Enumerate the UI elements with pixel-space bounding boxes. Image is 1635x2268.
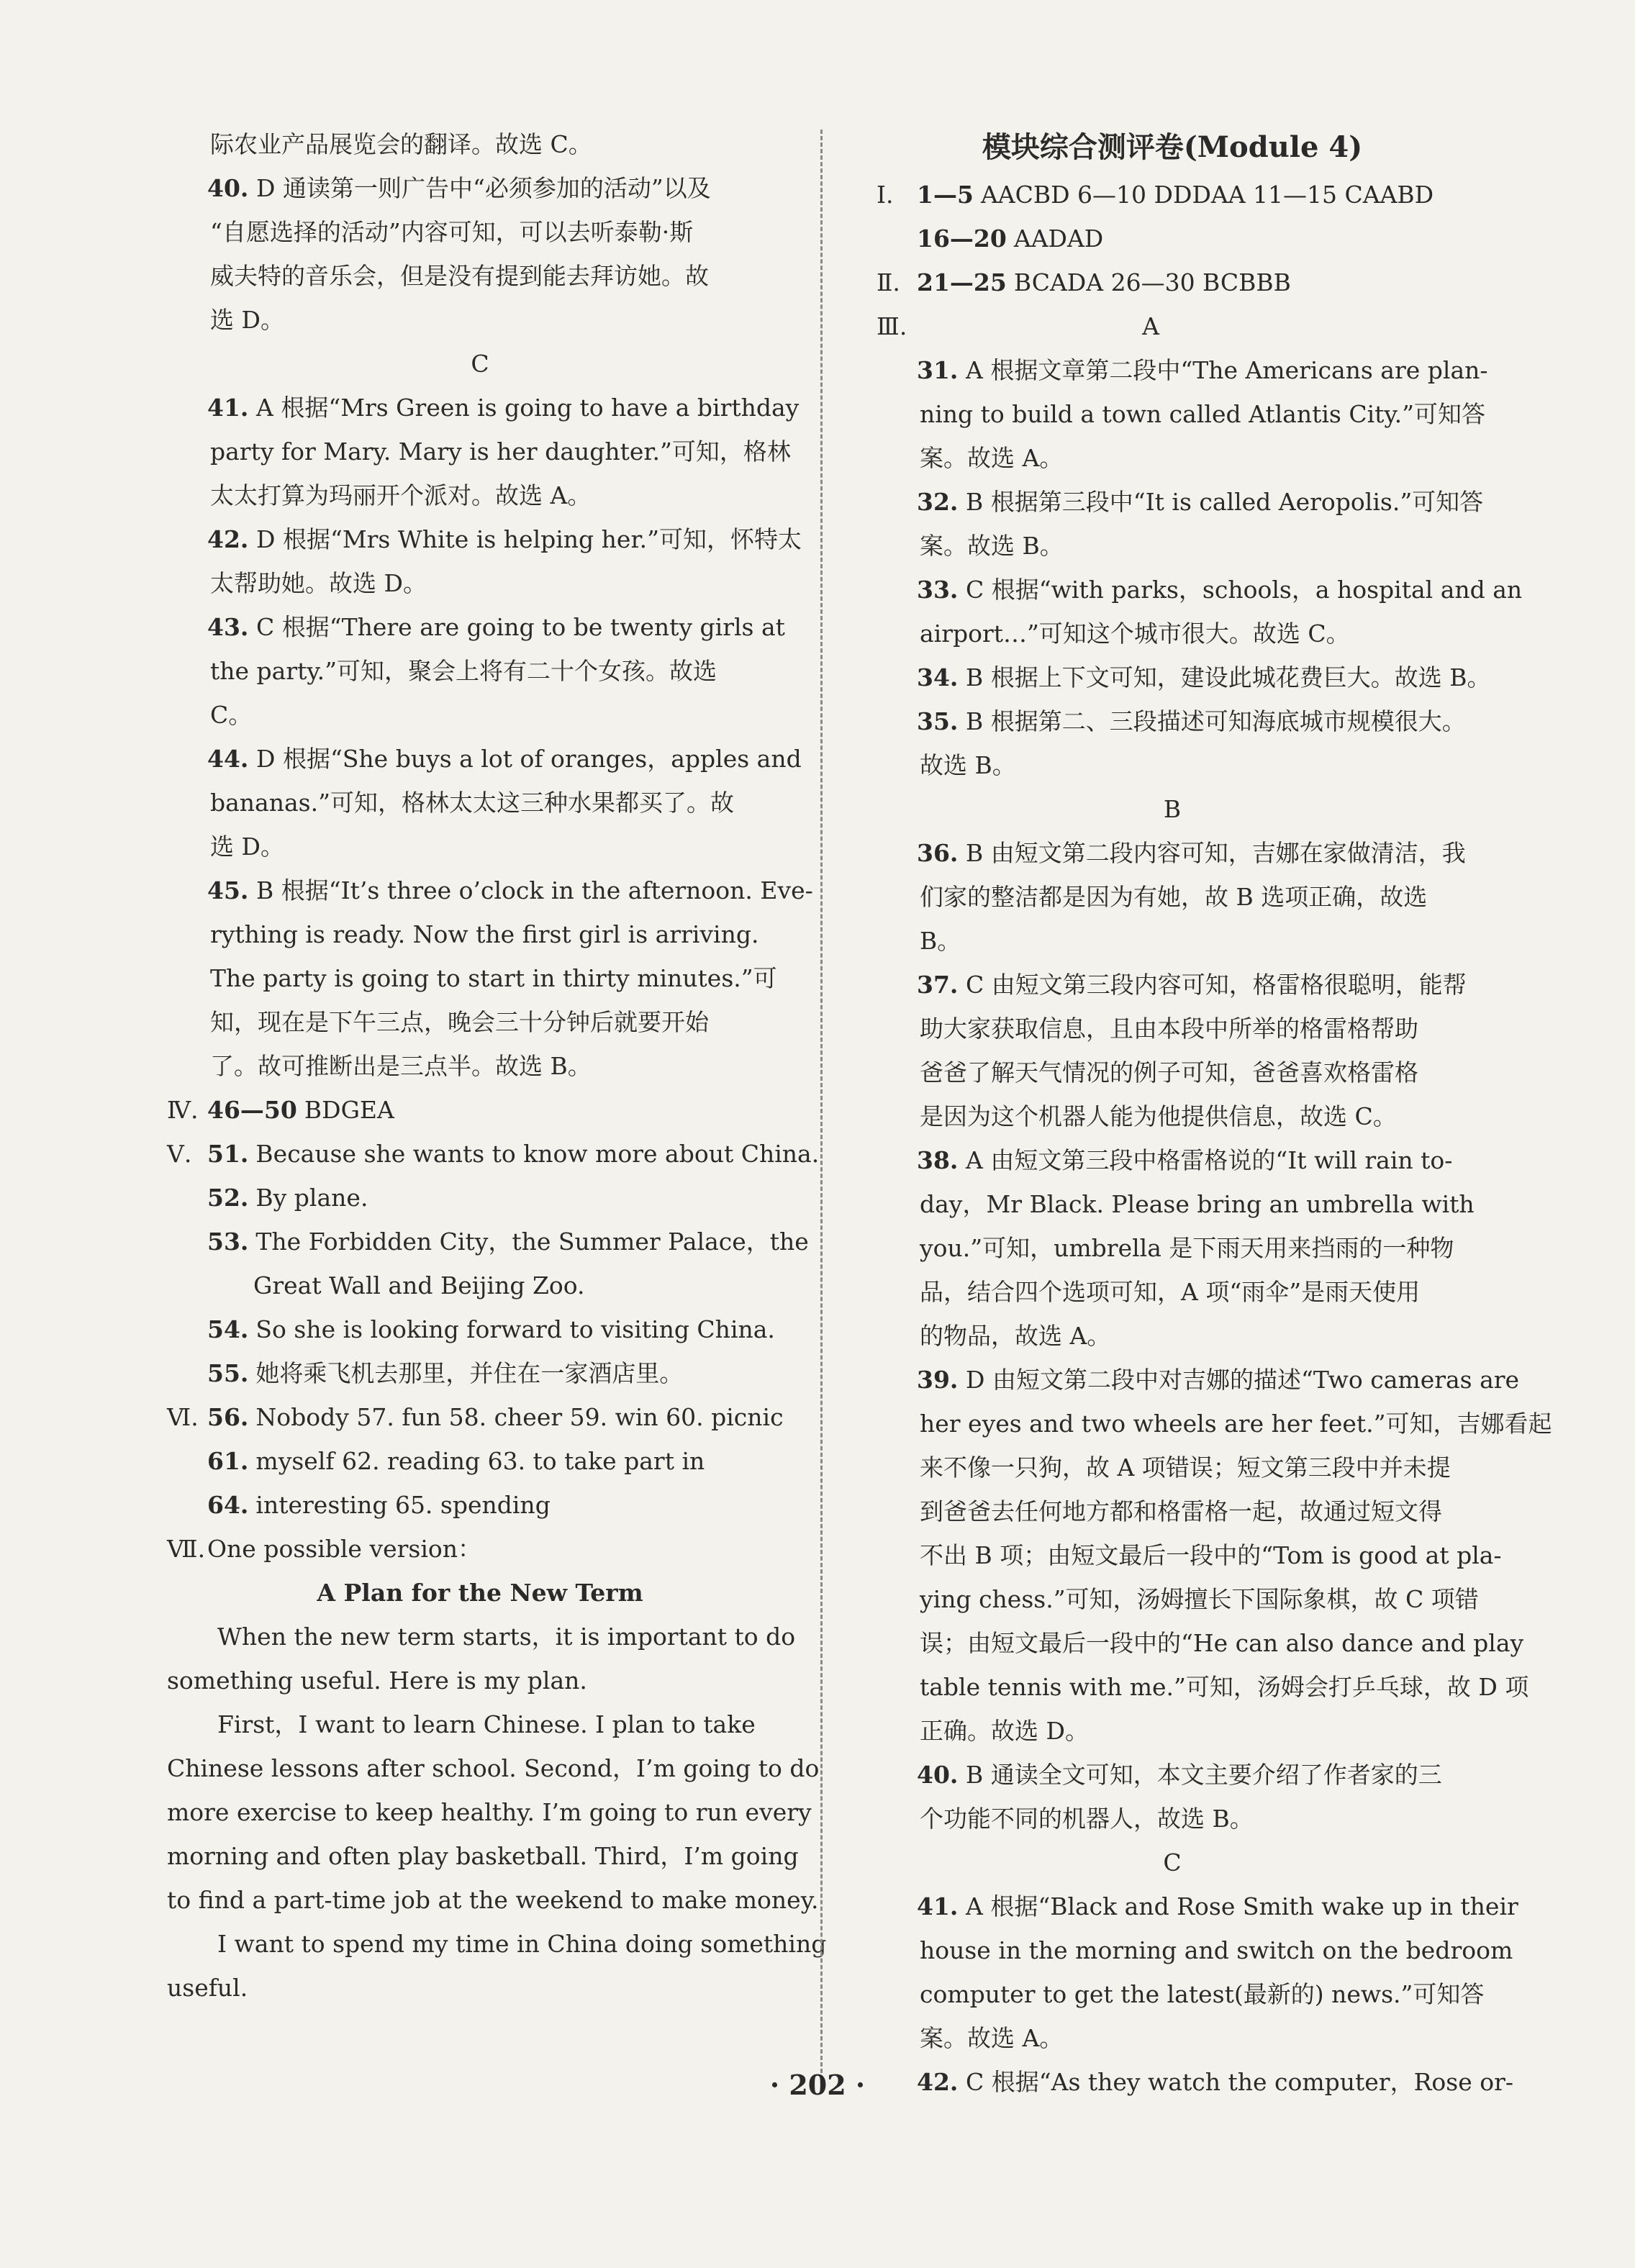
text-line bbox=[167, 1044, 793, 1088]
line-text: myself 62. reading 63. to take part in bbox=[255, 1447, 705, 1475]
line-text: 她将乘飞机去那里，并住在一家酒店里。 bbox=[255, 1359, 684, 1387]
line-text: B 根据“It’s three o’clock in the afternoon. Eve- bbox=[256, 876, 813, 904]
line-text: ning to build a town called Atlantis City.”可知答 bbox=[920, 400, 1486, 428]
line-text: 了。故可推断出是三点半。故选 B。 bbox=[210, 1052, 592, 1080]
text-line bbox=[877, 1665, 1529, 1709]
question-number: 34. bbox=[917, 663, 959, 691]
line-text: 个功能不同的机器人，故选 B。 bbox=[920, 1805, 1254, 1833]
text-line bbox=[877, 2016, 1468, 2060]
line-text: So she is looking forward to visiting China. bbox=[255, 1315, 775, 1343]
text-line bbox=[877, 1533, 1502, 1577]
text-line bbox=[877, 1182, 1475, 1226]
line-text: 是因为这个机器人能为他提供信息，故选 C。 bbox=[920, 1102, 1397, 1130]
text-line bbox=[167, 473, 793, 517]
line-text: C bbox=[1163, 1849, 1182, 1877]
text-line bbox=[167, 342, 793, 386]
text-line bbox=[877, 831, 1468, 875]
line-text: 到爸爸去任何地方都和格雷格一起，故通过短文得 bbox=[920, 1497, 1442, 1525]
question-number: 42. bbox=[917, 2068, 959, 2096]
line-text: AADAD bbox=[1013, 224, 1104, 253]
text-line bbox=[877, 1446, 1468, 1489]
line-text: 案。故选 A。 bbox=[920, 444, 1064, 472]
section-numeral: Ⅶ. bbox=[167, 1535, 206, 1563]
text-line bbox=[167, 605, 793, 649]
line-text: A 根据文章第二段中“The Americans are plan- bbox=[966, 356, 1488, 384]
line-text: B bbox=[1163, 795, 1182, 823]
line-text: Great Wall and Beijing Zoo. bbox=[253, 1271, 585, 1299]
text-line bbox=[167, 1176, 793, 1220]
section-numeral: Ⅱ. bbox=[877, 268, 900, 296]
text-line bbox=[877, 1841, 1468, 1884]
line-text: 正确。故选 D。 bbox=[920, 1717, 1089, 1745]
line-text: C 根据“There are going to be twenty girls at bbox=[256, 613, 785, 641]
line-text: computer to get the latest(最新的) news.”可知答 bbox=[920, 1980, 1485, 2008]
text-line bbox=[167, 1615, 796, 1659]
line-text: morning and often play basketball. Third，I’m going bbox=[167, 1842, 799, 1870]
question-number: 40. bbox=[207, 174, 249, 202]
line-text: B 根据上下文可知，建设此城花费巨大。故选 B。 bbox=[966, 663, 1491, 691]
line-text: “自愿选择的活动”内容可知，可以去听泰勒·斯 bbox=[210, 218, 694, 246]
line-text: more exercise to keep healthy. I’m going to run every bbox=[167, 1798, 812, 1826]
line-text: Nobody 57. fun 58. cheer 59. win 60. picnic bbox=[255, 1403, 784, 1431]
line-text: The Forbidden City，the Summer Palace，the bbox=[255, 1228, 809, 1256]
line-text: Because she wants to know more about China. bbox=[255, 1140, 820, 1168]
text-line bbox=[167, 1000, 793, 1044]
text-line bbox=[877, 1972, 1485, 2016]
text-line bbox=[877, 919, 1468, 963]
question-number: 46—50 bbox=[207, 1096, 297, 1124]
question-number: 42. bbox=[207, 525, 249, 553]
text-line bbox=[167, 1395, 793, 1439]
line-text: BDGEA bbox=[304, 1096, 394, 1124]
text-line bbox=[877, 1314, 1468, 1358]
line-text: ying chess.”可知，汤姆擅长下国际象棋，故 C 项错 bbox=[920, 1585, 1479, 1613]
question-number: 39. bbox=[917, 1366, 959, 1394]
line-text: B。 bbox=[920, 927, 961, 955]
text-line bbox=[167, 1307, 793, 1351]
line-text: A 由短文第三段中格雷格说的“It will rain to- bbox=[966, 1146, 1453, 1174]
line-text: 们家的整洁都是因为有她，故 B 选项正确，故选 bbox=[920, 883, 1428, 911]
question-number: 1—5 bbox=[917, 181, 974, 209]
text-line bbox=[877, 1489, 1468, 1533]
line-text: rything is ready. Now the first girl is arriving. bbox=[210, 920, 759, 948]
text-line bbox=[877, 743, 1468, 787]
text-line bbox=[877, 1138, 1468, 1182]
page-number: · 202 · bbox=[769, 2069, 866, 2101]
text-line bbox=[877, 217, 1468, 260]
line-text: 故选 B。 bbox=[920, 751, 1016, 779]
line-text: The party is going to start in thirty minutes.”可 bbox=[210, 964, 777, 992]
text-line bbox=[167, 254, 793, 298]
question-number: 16—20 bbox=[917, 224, 1007, 253]
question-number: 45. bbox=[207, 876, 249, 904]
text-line bbox=[167, 912, 793, 956]
text-line bbox=[877, 612, 1468, 656]
line-text: First，I want to learn Chinese. I plan to take bbox=[217, 1710, 756, 1738]
text-line bbox=[877, 963, 1468, 1007]
question-number: 41. bbox=[917, 1892, 959, 1920]
right-column bbox=[877, 122, 1552, 2104]
text-line bbox=[167, 1878, 819, 1922]
text-line bbox=[167, 1834, 799, 1878]
text-line bbox=[167, 386, 800, 430]
text-line bbox=[167, 210, 793, 254]
line-text: 太太打算为玛丽开个派对。故选 A。 bbox=[210, 481, 592, 509]
text-line bbox=[167, 1790, 812, 1834]
line-text: airport…”可知这个城市很大。故选 C。 bbox=[920, 620, 1350, 648]
text-line bbox=[167, 1702, 793, 1746]
line-text: 太帮助她。故选 D。 bbox=[210, 569, 427, 597]
line-text: 来不像一只狗，故 A 项错误；短文第三段中并未提 bbox=[920, 1453, 1451, 1482]
line-text: 案。故选 A。 bbox=[920, 2024, 1064, 2052]
text-line bbox=[167, 1483, 793, 1527]
line-text: A 根据“Mrs Green is going to have a birthday bbox=[256, 394, 800, 422]
text-line bbox=[167, 561, 793, 605]
question-number: 36. bbox=[917, 839, 959, 867]
section-numeral: Ⅰ. bbox=[877, 181, 894, 209]
question-number: 33. bbox=[917, 576, 959, 604]
text-line bbox=[877, 392, 1486, 436]
line-text: to find a part-time job at the weekend to make money. bbox=[167, 1886, 819, 1914]
line-text: 案。故选 B。 bbox=[920, 532, 1064, 560]
line-text: I want to spend my time in China doing something bbox=[217, 1930, 827, 1958]
line-text: One possible version： bbox=[207, 1535, 481, 1563]
text-line bbox=[877, 524, 1468, 568]
question-number: 32. bbox=[917, 488, 959, 516]
line-text: A 根据“Black and Rose Smith wake up in their bbox=[966, 1892, 1518, 1920]
line-text: 选 D。 bbox=[210, 833, 284, 861]
line-text: 选 D。 bbox=[210, 306, 284, 334]
line-text: D 由短文第二段中对吉娜的描述“Two cameras are bbox=[966, 1366, 1520, 1394]
line-text: BCADA 26—30 BCBBB bbox=[1013, 268, 1291, 296]
line-text: the party.”可知，聚会上将有二十个女孩。故选 bbox=[210, 657, 717, 685]
line-text: B 根据第二、三段描述可知海底城市规模很大。 bbox=[966, 707, 1466, 735]
line-text: A bbox=[1142, 312, 1159, 340]
line-text: house in the morning and switch on the bedroom bbox=[920, 1936, 1513, 1964]
line-text: 品，结合四个选项可知，A 项“雨伞”是雨天使用 bbox=[920, 1278, 1421, 1306]
question-number: 54. bbox=[207, 1315, 249, 1343]
text-line bbox=[877, 787, 1468, 831]
text-line bbox=[877, 656, 1491, 699]
question-number: 41. bbox=[207, 394, 249, 422]
text-line bbox=[877, 1094, 1468, 1138]
text-line bbox=[167, 1922, 827, 1966]
line-text: B 根据第三段中“It is called Aeropolis.”可知答 bbox=[966, 488, 1484, 516]
line-text: 助大家获取信息，且由本段中所举的格雷格帮助 bbox=[920, 1015, 1418, 1043]
text-line bbox=[877, 1226, 1468, 1270]
text-line bbox=[167, 1659, 793, 1702]
line-text: interesting 65. spending bbox=[255, 1491, 551, 1519]
line-text: C 由短文第三段内容可知，格雷格很聪明，能帮 bbox=[966, 971, 1467, 999]
line-text: D 通读第一则广告中“必须参加的活动”以及 bbox=[256, 174, 711, 202]
question-number: 56. bbox=[207, 1403, 249, 1431]
text-line bbox=[167, 1966, 793, 2010]
line-text: something useful. Here is my plan. bbox=[167, 1666, 587, 1695]
line-text: By plane. bbox=[255, 1184, 368, 1212]
line-text: 威夫特的音乐会，但是没有提到能去拜访她。故 bbox=[210, 262, 709, 290]
text-line bbox=[877, 1709, 1468, 1753]
text-line bbox=[877, 699, 1468, 743]
text-line bbox=[877, 1051, 1468, 1094]
text-line bbox=[167, 1746, 820, 1790]
section-numeral: Ⅲ. bbox=[877, 312, 907, 340]
text-line bbox=[877, 304, 1468, 348]
line-text: Chinese lessons after school. Second，I’m going to do bbox=[167, 1754, 820, 1782]
text-line bbox=[877, 1753, 1468, 1797]
line-text: D 根据“Mrs White is helping her.”可知，怀特太 bbox=[256, 525, 802, 553]
section-numeral: Ⅵ. bbox=[167, 1403, 199, 1431]
text-line bbox=[877, 1577, 1479, 1621]
text-line bbox=[877, 568, 1523, 612]
column-divider bbox=[820, 130, 823, 2079]
text-line bbox=[167, 166, 793, 210]
question-number: 43. bbox=[207, 613, 249, 641]
text-line bbox=[167, 1527, 793, 1571]
text-line bbox=[167, 737, 802, 781]
text-line bbox=[167, 1351, 793, 1395]
line-text: 误；由短文最后一段中的“He can also dance and play bbox=[920, 1629, 1524, 1657]
text-line bbox=[167, 1220, 809, 1264]
text-line bbox=[167, 298, 793, 342]
text-line bbox=[877, 260, 1468, 304]
text-line bbox=[167, 825, 793, 868]
question-number: 64. bbox=[207, 1491, 249, 1519]
line-text: 际农业产品展览会的翻译。故选 C。 bbox=[210, 130, 592, 158]
question-number: 53. bbox=[207, 1228, 249, 1256]
question-number: 55. bbox=[207, 1359, 249, 1387]
line-text: bananas.”可知，格林太太这三种水果都买了。故 bbox=[210, 789, 734, 817]
line-text: D 根据“She buys a lot of oranges，apples and bbox=[256, 745, 802, 773]
line-text: 的物品，故选 A。 bbox=[920, 1322, 1111, 1350]
text-line bbox=[877, 1402, 1552, 1446]
text-line bbox=[877, 1928, 1513, 1972]
text-line bbox=[167, 1132, 820, 1176]
question-number: 21—25 bbox=[917, 268, 1007, 296]
line-text: party for Mary. Mary is her daughter.”可知，格林 bbox=[210, 437, 791, 466]
line-text: her eyes and two wheels are her feet.”可知，吉娜看起 bbox=[920, 1410, 1552, 1438]
text-line bbox=[167, 649, 793, 693]
text-line bbox=[167, 1264, 793, 1307]
text-line bbox=[167, 956, 793, 1000]
question-number: 40. bbox=[917, 1761, 959, 1789]
text-line bbox=[877, 875, 1468, 919]
text-line bbox=[167, 693, 793, 737]
text-line bbox=[877, 436, 1468, 480]
text-line bbox=[877, 1797, 1468, 1841]
left-column bbox=[167, 122, 827, 2010]
question-number: 31. bbox=[917, 356, 959, 384]
line-text: B 通读全文可知，本文主要介绍了作者家的三 bbox=[966, 1761, 1442, 1789]
section-numeral: Ⅴ. bbox=[167, 1140, 192, 1168]
text-line bbox=[167, 122, 793, 166]
question-number: 61. bbox=[207, 1447, 249, 1475]
text-line bbox=[877, 1884, 1518, 1928]
question-number: 37. bbox=[917, 971, 959, 999]
line-text: 爸爸了解天气情况的例子可知，爸爸喜欢格雷格 bbox=[920, 1058, 1418, 1087]
line-text: you.”可知，umbrella 是下雨天用来挡雨的一种物 bbox=[920, 1234, 1454, 1262]
text-line bbox=[877, 1007, 1468, 1051]
line-text: When the new term starts，it is important to do bbox=[217, 1623, 796, 1651]
line-text: 不出 B 项；由短文最后一段中的“Tom is good at pla- bbox=[920, 1541, 1502, 1569]
line-text: C bbox=[471, 350, 489, 378]
text-line bbox=[167, 430, 793, 473]
question-number: 51. bbox=[207, 1140, 249, 1168]
line-text: B 由短文第二段内容可知，吉娜在家做清洁，我 bbox=[966, 839, 1466, 867]
text-line bbox=[167, 1571, 793, 1615]
line-text: A Plan for the New Term bbox=[317, 1579, 643, 1607]
line-text: C 根据“As they watch the computer，Rose or- bbox=[966, 2068, 1514, 2096]
text-line bbox=[877, 173, 1468, 217]
text-line bbox=[877, 1358, 1520, 1402]
text-line bbox=[877, 1621, 1524, 1665]
line-text: day，Mr Black. Please bring an umbrella with bbox=[920, 1190, 1475, 1218]
question-number: 52. bbox=[207, 1184, 249, 1212]
text-line bbox=[167, 868, 813, 912]
line-text: 知，现在是下午三点，晚会三十分钟后就要开始 bbox=[210, 1008, 709, 1036]
question-number: 38. bbox=[917, 1146, 959, 1174]
text-line bbox=[167, 1088, 793, 1132]
question-number: 35. bbox=[917, 707, 959, 735]
section-title: 模块综合测评卷(Module 4) bbox=[982, 130, 1363, 164]
line-text: C 根据“with parks，schools，a hospital and an bbox=[966, 576, 1523, 604]
line-text: useful. bbox=[167, 1974, 248, 2002]
text-line bbox=[167, 781, 793, 825]
text-line bbox=[877, 348, 1488, 392]
text-line bbox=[877, 480, 1484, 524]
text-line bbox=[167, 1439, 793, 1483]
line-text: AACBD 6—10 DDDAA 11—15 CAABD bbox=[980, 181, 1434, 209]
line-text: C。 bbox=[210, 701, 253, 729]
question-number: 44. bbox=[207, 745, 249, 773]
text-line bbox=[877, 1270, 1468, 1314]
line-text: table tennis with me.”可知，汤姆会打乒乓球，故 D 项 bbox=[920, 1673, 1529, 1701]
section-numeral: Ⅳ. bbox=[167, 1096, 199, 1124]
text-line bbox=[167, 517, 802, 561]
